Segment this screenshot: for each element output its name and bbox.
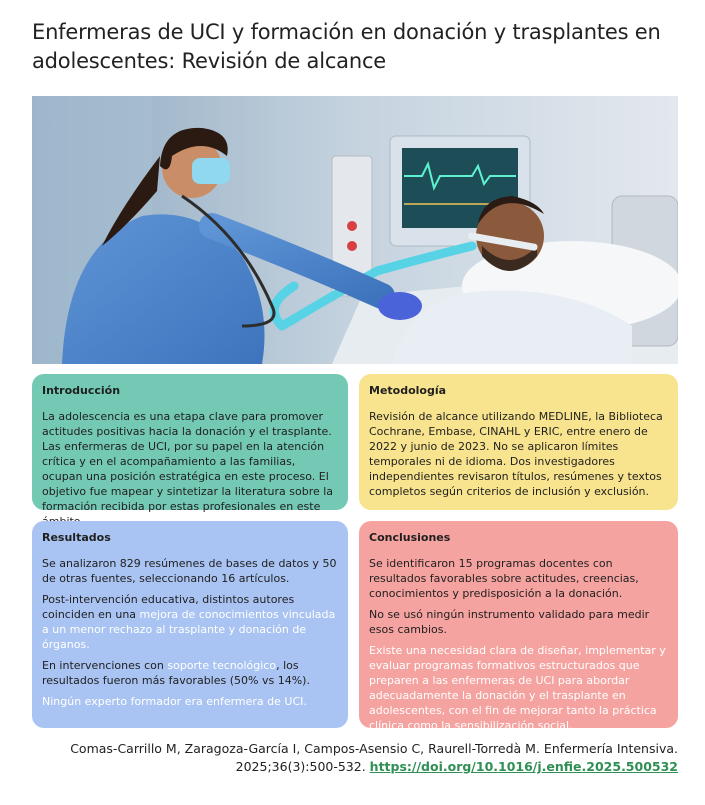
methodology-card [359, 374, 678, 510]
results-text-1: Se analizaron 829 resúmenes de bases de datos y 50 de otras fuentes, seleccionando 16 artículos. [42, 557, 337, 585]
doi-link[interactable]: https://doi.org/10.1016/j.enfie.2025.500532 [369, 759, 678, 774]
results-highlight-knowledge: mejora de conocimientos vinculada a un menor rechazo al trasplante y donación de órganos. [42, 608, 336, 651]
results-text-3-tail: , los resultados fueron más favorables (50% vs 14%). [42, 659, 310, 687]
results-text-3-lead: En intervenciones con [42, 659, 168, 672]
results-text-2-lead: Post-intervención educativa, distintos autores coinciden en una [42, 593, 295, 621]
conclusions-text-2: No se usó ningún instrumento validado para medir esos cambios. [369, 608, 650, 636]
introduction-text: La adolescencia es una etapa clave para promover actitudes positivas hacia la donación y el trasplante. Las enfermeras de UCI, por su papel en la atención crítica y en el acompañamiento a las familias, ocupan una posición estratégica en este proceso. El objetivo fue mapear y sintetizar la literatura sobre la formación recibida por estas profesionales en este [42, 410, 334, 513]
results-text-3 [42, 658, 338, 688]
conclusions-text-1: Se identificaron 15 programas docentes con resultados favorables sobre actitudes, creencias, conocimientos y predisposición a la donación. [369, 557, 639, 600]
results-card [32, 521, 348, 728]
introduction-heading: Introducción [42, 384, 121, 397]
results-text-4: Ningún experto formador era enfermera de UCI. [42, 695, 307, 708]
results-highlight-tech: soporte tecnológico [167, 659, 277, 672]
methodology-heading: Metodología [369, 384, 447, 397]
hero-illustration [32, 96, 678, 364]
page-title: Enfermeras de UCI y formación en donación y trasplantes en adolescentes: Revisión de alcance [32, 20, 661, 73]
methodology-text: Revisión de alcance utilizando MEDLINE, la Biblioteca Cochrane, Embase, CINAHL y ERIC, entre enero de 2022 y junio de 2023. No se aplicaron límites temporales ni de idioma. Dos investigadores independientes revisaron títulos, resúmenes y textos completos según criterios de inclusión y exclusión. [369, 410, 663, 498]
conclusions-heading: Conclusiones [369, 531, 451, 544]
introduction-card [32, 374, 348, 513]
results-heading: Resultados [42, 531, 111, 544]
results-text-2 [42, 592, 338, 652]
conclusions-text-3: Existe una necesidad clara de diseñar, implementar y evaluar programas formativos estructurados que preparen a las enfermeras de UCI para abordar adecuadamente la donación y el trasplante en adolescentes, con el fin de mejorar tanto la práctica clínica como la sensibilización social. [369, 644, 666, 732]
conclusions-card [359, 521, 678, 732]
citation [18, 740, 678, 776]
citation-text: Comas-Carrillo M, Zaragoza-García I, Campos-Asensio C, Raurell-Torredà M. Enfermería Intensiva. 2025;36(3):500-532. [70, 741, 678, 774]
